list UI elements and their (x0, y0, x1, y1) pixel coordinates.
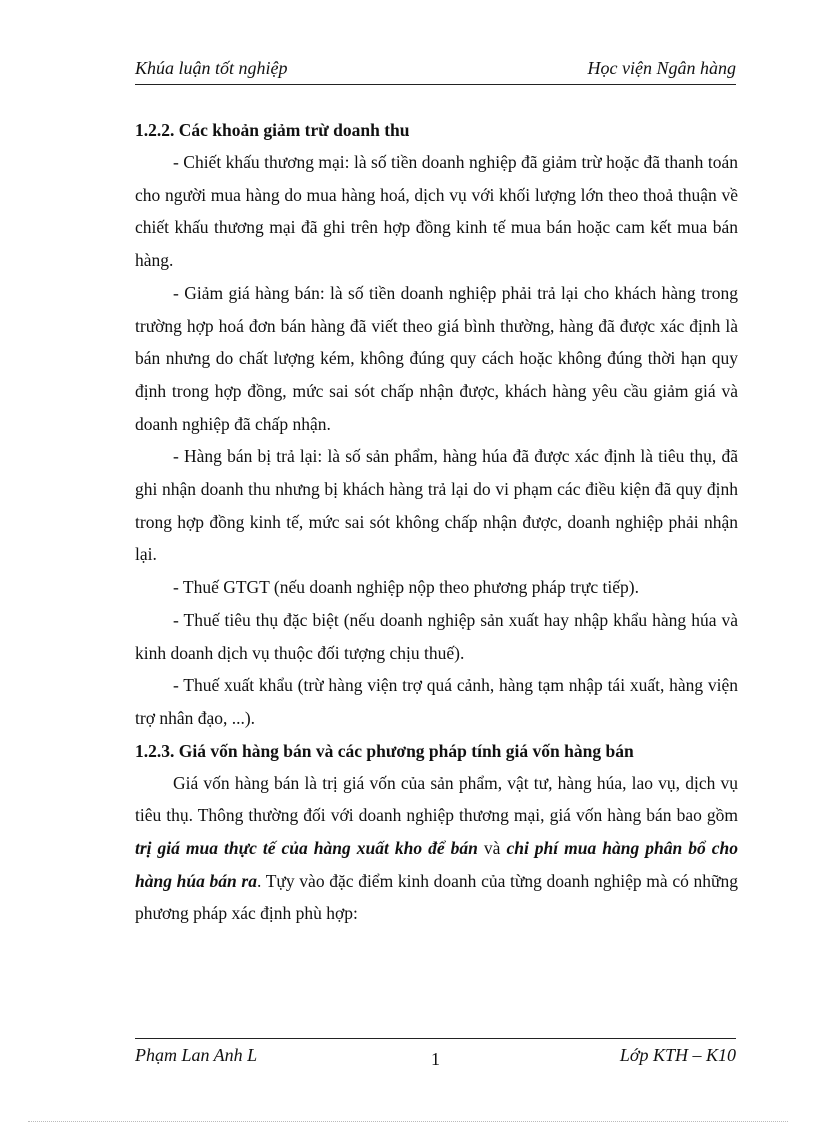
page-body (135, 114, 738, 930)
page-footer (135, 1038, 736, 1079)
paragraph-thue-gtgt: - Thuế GTGT (nếu doanh nghiệp nộp theo phương pháp trực tiếp). (173, 577, 639, 598)
paragraph-hang-ban-tra-lai: - Hàng bán bị trả lại: là số sản phẩm, hàng húa đã được xác định là tiêu thụ, đã ghi nhận doanh thu nhưng bị khách hàng trả lại do vi phạm các điều kiện đã quy định trong hợp đồng kinh tế, mức sai sót không chấp nhận được, doanh nghiệp phải nhận lại. (135, 446, 738, 565)
header-thesis-title: Khúa luận tốt nghiệp (135, 58, 288, 78)
header-institution: Học viện Ngân hàng (587, 58, 736, 78)
paragraph-thue-ttdb: - Thuế tiêu thụ đặc biệt (nếu doanh nghiệp sản xuất hay nhập khẩu hàng húa và kinh doanh dịch vụ thuộc đối tượng chịu thuế). (135, 609, 738, 663)
paragraph-thue-xuat-khau: - Thuế xuất khẩu (trừ hàng viện trợ quá cảnh, hàng tạm nhập tái xuất, hàng viện trợ nhân đạo, ...). (135, 675, 738, 728)
text-run: . Tựy vào đặc điểm kinh doanh của từng doanh nghiệp mà có những phương pháp xác định phù hợp: (135, 870, 738, 924)
section-heading-1-2-2: 1.2.2. Các khoản giảm trừ doanh thu (135, 120, 410, 140)
paragraph-gia-von (135, 767, 738, 931)
emphasis-chi-phi-mua-hang: chi phí mua hàng phân bổ cho hàng húa bán ra (135, 838, 738, 891)
page-edge-divider (28, 1121, 788, 1122)
page-number: 1 (431, 1049, 440, 1069)
text-run: Giá vốn hàng bán là trị giá vốn của sản phẩm, vật tư, hàng húa, lao vụ, dịch vụ tiêu thụ. Thông thường đối với doanh nghiệp thương mại, giá vốn hàng bán bao gồm (135, 772, 738, 826)
paragraph-giam-gia: - Giảm giá hàng bán: là số tiền doanh nghiệp phải trả lại cho khách hàng trong trường hợp hoá đơn bán hàng đã viết theo giá bình thường, hàng đã được xác định là bán nhưng do chất lượng kém, không đúng quy cách hoặc không đúng thời hạn quy định trong hợp đồng, mức sai sót chấp nhận được, khách hàng yêu cầu giảm giá và doanh nghiệp đã chấp nhận. (135, 282, 738, 434)
section-heading-1-2-3: 1.2.3. Giá vốn hàng bán và các phương pháp tính giá vốn hàng bán (135, 740, 634, 761)
footer-class: Lớp KTH – K10 (619, 1045, 736, 1065)
paragraph-chiet-khau: - Chiết khấu thương mại: là số tiền doanh nghiệp đã giảm trừ hoặc đã thanh toán cho người mua hàng do mua hàng hoá, dịch vụ với khối lượng lớn theo thoả thuận về chiết khấu thương mại đã ghi trên hợp đồng kinh tế mua bán hoặc cam kết mua bán hàng. (135, 152, 738, 271)
footer-author: Phạm Lan Anh L (135, 1045, 258, 1065)
emphasis-tri-gia-mua: trị giá mua thực tế của hàng xuất kho để bán (135, 838, 478, 859)
text-run: và (477, 838, 507, 859)
page-header (135, 58, 736, 85)
